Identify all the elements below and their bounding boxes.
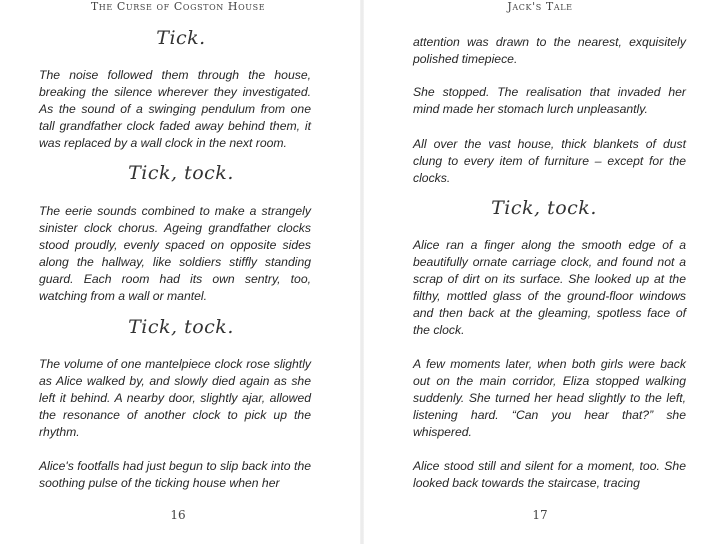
paragraph-text: The eerie sounds combined to make a strangely sinister clock chorus. Ageing grandfather clocks stood proudly, evenly spaced on opposite sides along the hallway, like soldiers stiffly standing guard. Each room had its own sentry, too, watching from a wall or mantel. <box>39 204 311 303</box>
page-number-right: 17 <box>532 508 548 522</box>
paragraph-6 <box>413 458 686 492</box>
paragraph-3 <box>39 356 311 441</box>
paragraph-text: She stopped. The realisation that invaded her mind made her stomach lurch unpleasantly. <box>413 85 686 116</box>
paragraph-text: Alice ran a finger along the smooth edge of a beautifully ornate carriage clock, and found not a scrap of dirt on its surface. She looked up at the filthy, mottled glass of the ground-floor windows and then back at the gleaming, spotless face of the clock. <box>413 238 686 337</box>
paragraph-2 <box>413 84 686 118</box>
paragraph-text: All over the vast house, thick blankets of dust clung to every item of furniture – except for the clocks. <box>413 137 686 185</box>
running-header-right: Jack's Tale <box>507 0 573 13</box>
paragraph-text: The noise followed them through the house, breaking the silence wherever they investigated. As the sound of a swinging pendulum from one tall grandfather clock faded away behind them, it was replaced by a wall clock in the next room. <box>39 68 311 150</box>
left-page <box>0 0 362 544</box>
paragraph-text: The volume of one mantelpiece clock rose slightly as Alice walked by, and slowly died again as she left it behind. A nearby door, slightly ajar, allowed the resonance of another clock to pick up the rhythm. <box>39 357 311 439</box>
tick-heading-2: Tick, tock. <box>128 162 234 184</box>
running-header-left: The Curse of Cogston House <box>90 0 266 13</box>
paragraph-5 <box>413 356 686 441</box>
right-page <box>363 0 725 544</box>
paragraph-text: A few moments later, when both girls were back out on the main corridor, Eliza stopped walking suddenly. She turned her head slightly to the left, listening hard. “Can you hear that?” she whispered. <box>413 357 686 439</box>
paragraph-1 <box>39 67 311 152</box>
paragraph-4 <box>39 458 311 492</box>
tick-heading-3: Tick, tock. <box>128 316 234 338</box>
paragraph-2 <box>39 203 311 305</box>
page-number-left: 16 <box>170 508 186 522</box>
paragraph-text: Alice stood still and silent for a moment, too. She looked back towards the staircase, tracing <box>413 459 686 490</box>
paragraph-text: Alice's footfalls had just begun to slip back into the soothing pulse of the ticking house when her <box>39 459 311 490</box>
tick-heading-1: Tick, tock. <box>491 197 597 219</box>
paragraph-3 <box>413 136 686 187</box>
paragraph-4 <box>413 237 686 339</box>
tick-heading-1: Tick. <box>156 27 206 49</box>
paragraph-1 <box>413 34 686 68</box>
paragraph-text: attention was drawn to the nearest, exquisitely polished timepiece. <box>413 35 686 66</box>
